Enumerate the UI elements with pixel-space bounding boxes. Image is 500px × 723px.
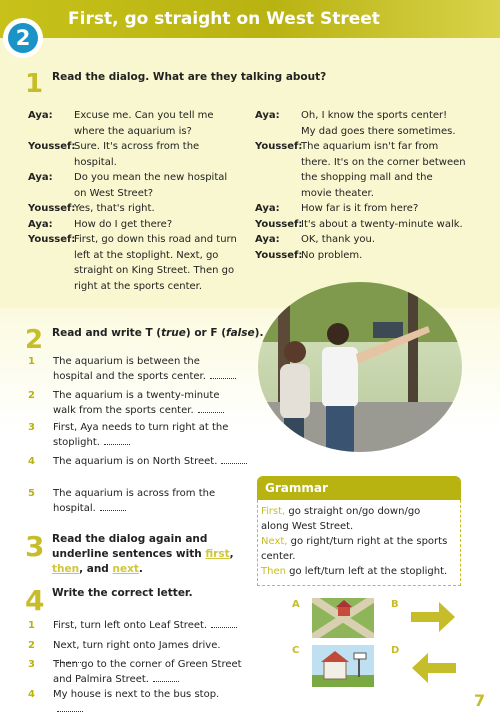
grammar-title: Grammar: [257, 476, 461, 500]
dialog-turn: [255, 108, 490, 139]
dialog-line-text: straight on King Street. Then go: [74, 265, 235, 276]
dialog-line-text: on West Street?: [74, 187, 154, 199]
item-text: [53, 687, 248, 717]
exercise-4-number: 4: [25, 584, 45, 617]
dialog-line-text: Yes, that's right.: [74, 203, 155, 214]
dialog-line-text: left at the stoplight. Next, go: [74, 249, 219, 261]
dialog-line: [74, 232, 256, 294]
page-number: 7: [474, 691, 486, 710]
dialog-right-column: [255, 108, 490, 263]
item-text: [53, 454, 248, 469]
dialog-line-text: No problem.: [301, 249, 363, 261]
item-number: 4: [28, 456, 35, 467]
item-text-line: The aquarium is across from the: [53, 488, 216, 499]
arrow-left-icon: [410, 650, 458, 686]
item-text-line: The aquarium is a twenty-minute: [53, 390, 220, 401]
pic-letter-a: A: [292, 599, 300, 610]
dialog-turn: [28, 139, 256, 170]
dialog-turn: [255, 217, 490, 233]
dialog-turn: [28, 170, 256, 201]
arrow-right-icon: [409, 599, 457, 635]
dialog-line: [301, 217, 490, 233]
pic-letter-b: B: [391, 599, 399, 610]
item-text: [53, 618, 248, 633]
dialog-line-text: First, go down this road and turn: [74, 234, 237, 245]
dialog-turn: [28, 108, 256, 139]
answer-blank[interactable]: [198, 403, 224, 413]
exercise-4-items: [28, 618, 258, 718]
answer-blank[interactable]: [221, 454, 247, 464]
item-number: 1: [28, 356, 35, 367]
photo-aya-youssef: [258, 282, 462, 452]
item-text-line: First, Aya needs to turn right at the: [53, 422, 229, 433]
item-text-line: Next, turn right onto James drive.: [53, 640, 221, 651]
item-text-line: The aquarium is on North Street.: [53, 456, 218, 467]
speaker-name: Aya:: [255, 203, 280, 214]
item-number: 2: [28, 390, 35, 401]
word-then: then: [52, 563, 80, 575]
item-text-line: hospital and the sports center.: [53, 371, 206, 382]
dialog-line-text: Sure. It's across from the: [74, 141, 200, 152]
item-text-line: and Palmira Street.: [53, 674, 149, 685]
dialog-line: [301, 201, 490, 217]
dialog-line-text: How do I get there?: [74, 218, 173, 230]
item-text-line: hospital.: [53, 503, 96, 514]
dialog-line-text: How far is it from here?: [301, 203, 419, 214]
item-text: [53, 657, 248, 687]
speaker-name: Aya:: [28, 110, 53, 121]
dialog-turn: [255, 232, 490, 248]
exercise-4-instruction: Write the correct letter.: [52, 587, 193, 599]
exercise-2-instruction: Read and write T (true) or F (false).: [52, 327, 264, 339]
dialog-line-text: there. It's on the corner between: [301, 156, 466, 168]
dialog-turn: [255, 201, 490, 217]
item-number: 4: [28, 689, 35, 700]
speaker-name: Youssef:: [255, 218, 303, 230]
exercise-2-items: [28, 354, 258, 524]
dialog-turn: [28, 217, 256, 233]
item-text-line: The aquarium is between the: [53, 356, 200, 367]
dialog-line-text: My dad goes there sometimes.: [301, 125, 456, 137]
item-text-line: stoplight.: [53, 437, 100, 448]
dialog-line: [301, 108, 490, 139]
dialog-turn: [28, 201, 256, 217]
speaker-name: Youssef:: [255, 141, 303, 152]
pic-letter-d: D: [391, 645, 400, 656]
item-text-line: First, turn left onto Leaf Street.: [53, 620, 208, 631]
dialog-line: [74, 201, 256, 217]
dialog-line-text: the shopping mall and the: [301, 172, 433, 183]
grammar-body: First, go straight on/go down/go along West Street. Next, go right/turn right at the sports center. Then go left/turn left at the stoplight.: [257, 500, 461, 586]
house-bus-stop-picture: [312, 645, 374, 687]
grammar-box: [257, 476, 461, 586]
item-text-line: Then go to the corner of Green Street: [53, 659, 242, 670]
item-text: [53, 354, 248, 384]
exercise-1-number: 1: [25, 69, 44, 99]
dialog-line: [74, 217, 256, 233]
item-number: 1: [28, 620, 35, 631]
dialog-left-column: [28, 108, 256, 294]
item-number: 3: [28, 422, 35, 433]
item-text-line: walk from the sports center.: [53, 405, 194, 416]
dialog-line: [301, 139, 490, 201]
dialog-turn: [28, 232, 256, 294]
speaker-name: Youssef:: [255, 249, 303, 261]
answer-blank[interactable]: [153, 672, 179, 682]
dialog-line-text: Excuse me. Can you tell me: [74, 110, 214, 121]
pic-letter-c: C: [292, 645, 300, 656]
answer-blank[interactable]: [57, 702, 83, 712]
map-crossroads-picture: [312, 598, 374, 638]
speaker-name: Aya:: [28, 172, 53, 183]
answer-blank[interactable]: [100, 501, 126, 511]
dialog-line: [301, 248, 490, 264]
dialog-line-text: The aquarium isn't far from: [301, 141, 439, 152]
speaker-name: Youssef:: [28, 203, 76, 214]
item-number: 5: [28, 488, 35, 499]
item-text: [53, 388, 248, 418]
answer-blank[interactable]: [210, 369, 236, 379]
dialog-turn: [255, 139, 490, 201]
item-text: [53, 420, 248, 450]
exercise-3-instruction: Read the dialog again and underline sentences with first, then, and next.: [52, 533, 234, 575]
speaker-name: Youssef:: [28, 234, 76, 245]
item-number: 2: [28, 640, 35, 651]
dialog-line-text: right at the sports center.: [74, 280, 203, 292]
exercise-1-instruction: Read the dialog. What are they talking about?: [52, 71, 327, 83]
answer-blank[interactable]: [211, 618, 237, 628]
unit-number-badge: 2: [8, 23, 38, 53]
page-title: First, go straight on West Street: [68, 9, 380, 29]
item-text: [53, 486, 248, 516]
dialog-line-text: OK, thank you.: [301, 234, 376, 245]
dialog-turn: [255, 248, 490, 264]
dialog-line: [74, 139, 256, 170]
word-next: next: [112, 563, 139, 575]
dialog-line-text: Oh, I know the sports center!: [301, 110, 448, 121]
speaker-name: Aya:: [28, 218, 53, 230]
exercise-2-number: 2: [25, 325, 44, 355]
dialog-line-text: movie theater.: [301, 187, 374, 199]
speaker-name: Aya:: [255, 234, 280, 245]
speaker-name: Youssef:: [28, 141, 76, 152]
item-number: 3: [28, 659, 35, 670]
dialog-line: [301, 232, 490, 248]
exercise-3-number: 3: [25, 530, 45, 563]
dialog-line-text: hospital.: [74, 156, 117, 168]
dialog-line-text: where the aquarium is?: [74, 125, 192, 137]
speaker-name: Aya:: [255, 110, 280, 121]
dialog-line-text: Do you mean the new hospital: [74, 172, 228, 183]
answer-blank[interactable]: [104, 435, 130, 445]
dialog-line: [74, 170, 256, 201]
item-text-line: My house is next to the bus stop.: [53, 689, 220, 700]
dialog-line: [74, 108, 256, 139]
word-first: first: [205, 548, 230, 560]
dialog-line-text: It's about a twenty-minute walk.: [301, 218, 463, 230]
